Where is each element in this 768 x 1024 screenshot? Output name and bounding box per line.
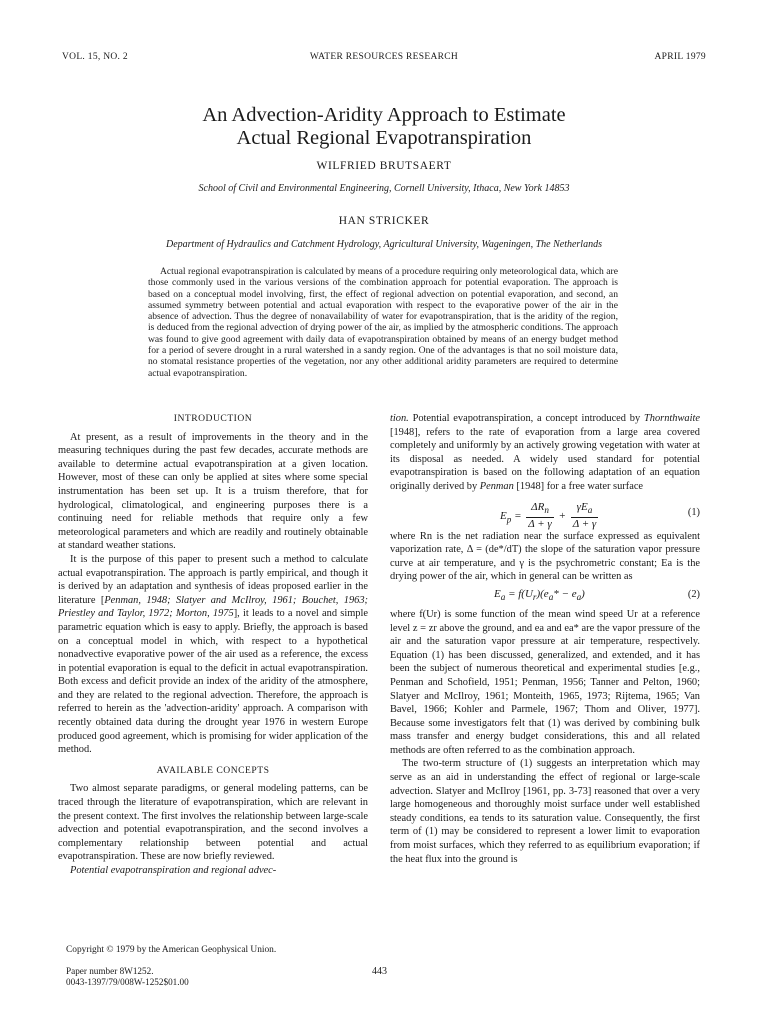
equation-1: [390, 497, 700, 531]
right-p1-text-b: [1948], refers to the rate of evaporation from a large area covered completely and uniformly by an actively growing vegetation with water at its disposal as needed. A widely used standard for potential evapotranspiration is based on the following adaptation of an equation originally derived by: [390, 426, 700, 492]
equation-2-body: $E_a = f(U_r)(e_a* - e_a)$: [494, 587, 585, 603]
intro-p2-start: It is the purpose of this paper to present such a method to calculate actual evapotranspiration. The approach is partly empirical, and though it is derived by an adaptation and synthesis of ideas proposed earlier in the literature [: [58, 553, 368, 606]
right-paragraph-2: where Rn is the net radiation near the surface expressed as equivalent vaporization rate, Δ = (de*/dT) the slope of the saturation vapor pressure curve at air temperature, and γ is the psychrometric constant; Ea is the drying power of the air, which in general can be written as: [390, 530, 700, 583]
intro-p2-end: ], it leads to a novel and simple parametric equation which is easy to apply. Briefly, the approach is based on a conceptual model in which, with respect to a hypothetical nonadvective evaporative power of the air used as a reference, the excess in potential evaporation is equal to the deficit in actual evapotranspiration. Both excess and deficit provide an index of the aridity of the atmosphere, and they are related to the regional advection. Therefore, the approach is referred to herein as the 'advection-aridity' approach. A comparison with recently obtained data during the drought year 1976 in western Europe produced good agreement, which is promising for wider application of the method.: [58, 608, 368, 756]
issn-code: 0043-1397/79/008W-1252$01.00: [66, 977, 189, 987]
abstract: Actual regional evapotranspiration is calculated by means of a procedure requiring only meteorological data, which are those commonly used in the various versions of the combination approach for potential evaporation. The approach is based on a conceptual model involving, first, the effect of regional advection on potential evaporation, and second, an assumed symmetry between potential and actual evaporation with respect to the evaporative power of the air in the absence of advection. Thus the degree of nonavailability of water for evapotranspiration, that is the aridity of the region, is deduced from the regional advection of drying power of the air, as implied by the atmospheric conditions. The approach was found to give good agreement with daily data of evapotranspiration obtained by means of an energy budget method for a period of severe drought in a rural watershed in a sandy region. One of the advantages is that no soil moisture data, no stomatal resistance properties of the vegetation, nor any other additional aridity parameters are required to determine actual evapotranspiration.: [148, 266, 618, 379]
intro-paragraph-2: [58, 553, 368, 757]
available-concepts-heading: AVAILABLE CONCEPTS: [156, 764, 270, 776]
right-p1-text-a: Potential evapotranspiration, a concept introduced by: [408, 413, 644, 424]
intro-paragraph-1: At present, as a result of improvements in the theory and in the measuring techniques during the past few decades, accurate methods are available to determine actual evapotranspiration at a given location. However, most of these can only be applied at sites where some special instrumentation has been set up. It is a truism therefore, that for hydrological, climatological, and engineering purposes there is a continuing need for reliable methods that require only a few meteorological parameters and which are readily and routinely obtainable at standard weather stations.: [58, 431, 368, 552]
volume-label: VOL. 15, NO. 2: [62, 52, 128, 62]
equation-2-number: (2): [687, 588, 700, 600]
ref-thornthwaite: Thornthwaite: [643, 413, 700, 424]
right-paragraph-4: The two-term structure of (1) suggests an interpretation which may serve as an aid in understanding the effect of regional or large-scale advection. Slatyer and McIlroy [1961, pp. 3-73] reasoned that over a very large homogeneous and thoroughly moist surface under well established steady conditions, ea tends to its saturation value. Consequently, the first term of (1) may be considered to represent a lower limit to evaporation from moist surfaces, which they referred to as equilibrium evaporation; if the heat flux into the ground is: [390, 758, 700, 865]
concepts-paragraph-1: Two almost separate paradigms, or general modeling patterns, can be traced through the literature of evapotranspiration, which are relevant in the present context. The first involves the relationship between large-scale advection and potential evapotranspiration, and the second involves a complementary relationship between potential and actual evapotranspiration. These are now briefly reviewed.: [58, 783, 368, 863]
copyright-notice: Copyright © 1979 by the American Geophysical Union.: [66, 945, 277, 955]
page-number: 443: [372, 966, 387, 977]
issue-date: APRIL 1979: [654, 52, 706, 62]
intro-p2-citations: Penman, 1948; Slatyer and McIlroy, 1961; Bouchet, 1963; Priestley and Taylor, 1972; Morton, 1975: [58, 594, 368, 620]
paper-identifiers: [66, 966, 366, 988]
introduction-heading: INTRODUCTION: [173, 413, 253, 424]
running-header: [62, 52, 706, 66]
left-column: [58, 412, 368, 878]
author-1-affiliation: School of Civil and Environmental Engineering, Cornell University, Ithaca, New York 14853: [198, 183, 570, 194]
right-column: [390, 412, 700, 866]
equation-1-body: $E_p$ = $\frac{\Delta R_n}{\Delta + \gamma}$ + $\frac{\gamma E_a}{\Delta + \gamma}$: [500, 500, 597, 531]
right-paragraph-3: where f(Ur) is some function of the mean wind speed Ur at a reference level z = zr above the ground, and ea and ea* are the vapor pressure of the air and the saturation vapor pressure at air temperature, respectively. Equation (1) has been discussed, generalized, and extended, and it has been the subject of numerous theoretical and experimental studies [e.g., Penman and Schofield, 1951; Penman, 1956; Tanner and Pelton, 1960; Slatyer and McIlroy, 1961; Monteith, 1965, 1973; Rijtema, 1965; Van Bavel, 1966; Kohler and Parmele, 1967; Thom and Oliver, 1977]. Because some investigators felt that (1) was derived by combining bulk mass transfer and energy budget considerations, this and all related methods are often referred to as the combination approach.: [390, 608, 700, 756]
concepts-subheading-text: Potential evapotranspiration and regional advec-: [70, 865, 277, 876]
right-p1-text-c: [1948] for a free water surface: [513, 480, 644, 492]
equation-1-number: (1): [687, 506, 700, 518]
journal-name: WATER RESOURCES RESEARCH: [309, 52, 459, 62]
ref-penman: Penman: [479, 480, 514, 492]
equation-2: [390, 586, 700, 604]
concepts-subheading: [58, 864, 368, 878]
right-paragraph-1: [390, 412, 700, 494]
subheading-continued: tion.: [390, 413, 409, 424]
paper-title: [60, 104, 708, 150]
author-2-affiliation: Department of Hydraulics and Catchment Hydrology, Agricultural University, Wageningen, The Netherlands: [166, 239, 602, 250]
author-1-name: WILFRIED BRUTSAERT: [316, 160, 452, 172]
title-line-1: An Advection-Aridity Approach to Estimate: [202, 104, 566, 126]
title-line-2: Actual Regional Evapotranspiration: [236, 127, 532, 149]
author-2-name: HAN STRICKER: [338, 215, 430, 227]
paper-number: Paper number 8W1252.: [66, 966, 154, 976]
